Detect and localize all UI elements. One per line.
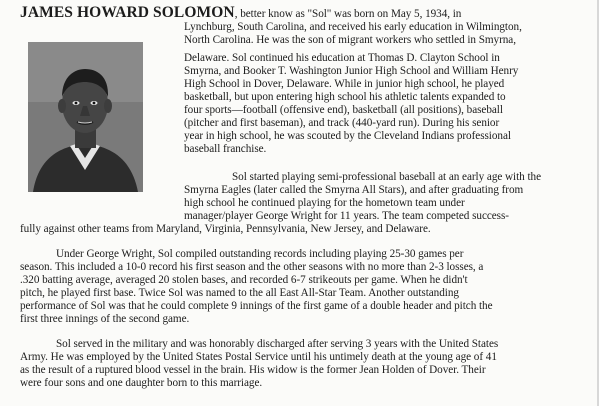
text-line: performance of Sol was that he could complete 9 innings of the first game of a double header and pitch the	[20, 300, 493, 312]
text-line: four sports—football (offensive end), basketball (all positions), baseball	[184, 104, 503, 116]
text-line: .320 batting average, averaged 20 stolen bases, and recorded 6-7 strikeouts per game. When he didn't	[20, 274, 468, 286]
text-line: as the result of a ruptured blood vessel in the brain. His widow is the former Jean Holden of Dover. Their	[20, 364, 486, 376]
text-line: Under George Wright, Sol compiled outstanding records including playing 25-30 games per	[56, 248, 464, 260]
text-line: high school he continued playing for the hometown team under	[184, 197, 465, 209]
text-line: Smyrna Eagles (later called the Smyrna All Stars), and after graduating from	[184, 184, 524, 196]
text-line: Sol served in the military and was honorably discharged after serving 3 years with the United States	[56, 338, 499, 350]
intro-line	[20, 6, 461, 21]
text-line: manager/player George Wright for 11 years. The team competed success-	[184, 210, 509, 222]
text-line: (pitcher and first baseman), and track (440-yard run). During his senior	[184, 117, 500, 129]
text-line: first three innings of the second game.	[20, 313, 190, 325]
intro-text: , better know as "Sol" was born on May 5, 1934, in	[234, 8, 462, 20]
text-line: season. This included a 10-0 record his first season and the other seasons with no more than 2-3 losses, a	[20, 261, 484, 273]
text-line: fully against other teams from Maryland, Virginia, Pennsylvania, New Jersey, and Delaware.	[20, 223, 431, 235]
text-line: baseball franchise.	[184, 143, 267, 155]
text-line: Army. He was employed by the United States Postal Service until his untimely death at the young age of 41	[20, 351, 497, 363]
text-line: pitch, he played first base. Twice Sol was named to the all East All-Star Team. Another outstanding	[20, 287, 459, 299]
text-line: Sol started playing semi-professional baseball at an early age with the	[232, 171, 541, 183]
text-line: basketball, but upon entering high school his athletic talents expanded to	[184, 91, 506, 103]
text-line: North Carolina. He was the son of migrant workers who settled in Smyrna,	[184, 34, 516, 46]
text-line: Delaware. Sol continued his education at Thomas D. Clayton School in	[184, 52, 500, 64]
text-line: Lynchburg, South Carolina, and received his early education in Wilmington,	[184, 21, 522, 33]
text-line: High School in Dover, Delaware. While in junior high school, he played	[184, 78, 505, 90]
text-line: Smyrna, and Booker T. Washington Junior High School and William Henry	[184, 65, 519, 77]
portrait-photo	[28, 42, 143, 192]
subject-name: JAMES HOWARD SOLOMON	[20, 4, 235, 21]
text-line: year in high school, he was scouted by the Cleveland Indians professional	[184, 130, 511, 142]
text-line: were four sons and one daughter born to this marriage.	[20, 377, 263, 389]
